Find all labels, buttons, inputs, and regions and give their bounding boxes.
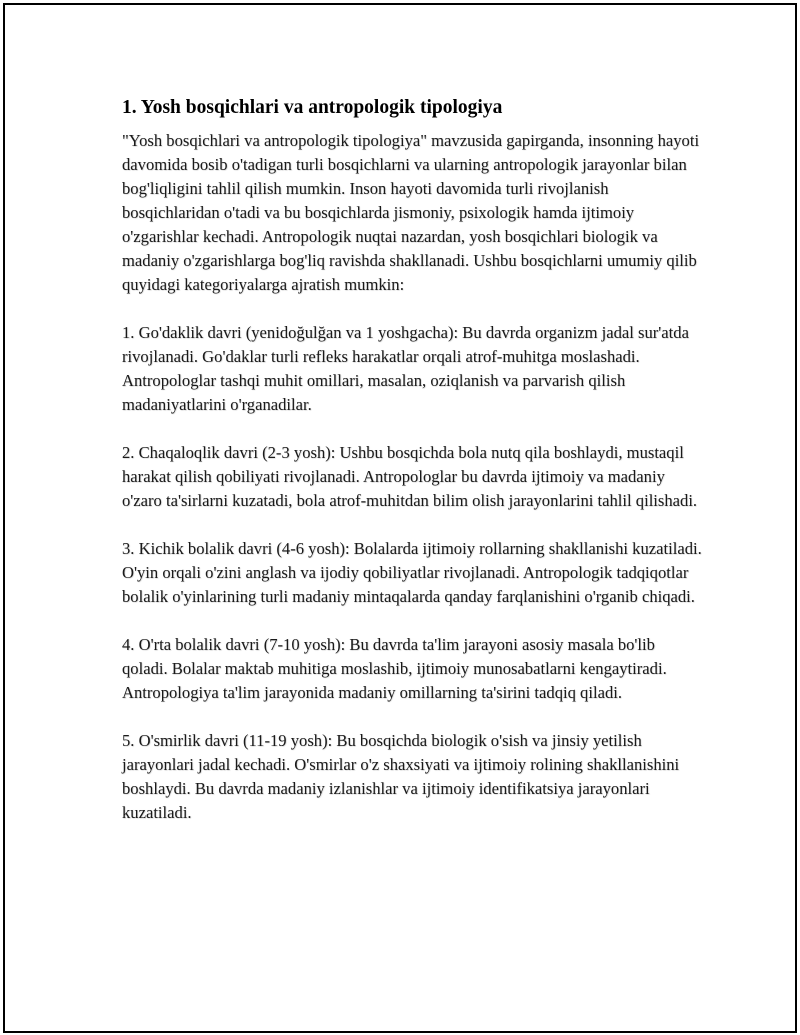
paragraph-intro: "Yosh bosqichlari va antropologik tipologiya" mavzusida gapirganda, insonning hayoti davomida bosib o'tadigan turli bosqichlarni va ularning antropologik jarayonlar bilan bog'liqligini tahlil qilish mumkin. Inson hayoti davomida turli rivojlanish bosqichlaridan o'tadi va bu bosqichlarda jismoniy, psixologik hamda ijtimoiy o'zgarishlar kechadi. Antropologik nuqtai nazardan, yosh bosqichlari biologik va madaniy o'zgarishlarga bog'liq ravishda shakllanadi. Ushbu bosqichlarni umumiy qilib quyidagi kategoriyalarga ajratish mumkin: (122, 131, 700, 294)
page-frame (3, 3, 797, 1033)
paragraph-infancy: 1. Go'daklik davri (yenidoğulğan va 1 yoshgacha): Bu davrda organizm jadal sur'atda rivojlanadi. Go'daklar turli refleks harakatlar orqali atrof-muhitga moslashadi. Antropologlar tashqi muhit omillari, masalan, oziqlanish va parvarish qilish madaniyatlarini o'rganadilar. (122, 323, 689, 414)
document-body (122, 95, 702, 849)
paragraph-adolescence: 5. O'smirlik davri (11-19 yosh): Bu bosqichda biologik o'sish va jinsiy yetilish jarayonlari jadal kechadi. O'smirlar o'z shaxsiyati va ijtimoiy rolining shakllanishini boshlaydi. Bu davrda madaniy izlanishlar va ijtimoiy identifikatsiya jarayonlari kuzatiladi. (122, 731, 680, 822)
paragraph-toddlerhood: 2. Chaqaloqlik davri (2-3 yosh): Ushbu bosqichda bola nutq qila boshlaydi, mustaqil harakat qilish qobiliyati rivojlanadi. Antropologlar bu davrda ijtimoiy va madaniy o'zaro ta'sirlarni kuzatadi, bola atrof-muhitdan bilim olish jarayonlarini tahlil qilishadi. (122, 443, 698, 510)
paragraph-early-childhood: 3. Kichik bolalik davri (4-6 yosh): Bolalarda ijtimoiy rollarning shakllanishi kuzatiladi. O'yin orqali o'zini anglash va ijodiy qobiliyatlar rivojlanadi. Antropologik tadqiqotlar bolalik o'yinlarining turli madaniy mintaqalarda qanday farqlanishini o'rganib chiqadi. (122, 539, 702, 606)
paragraph-middle-childhood: 4. O'rta bolalik davri (7-10 yosh): Bu davrda ta'lim jarayoni asosiy masala bo'lib qoladi. Bolalar maktab muhitiga moslashib, ijtimoiy munosabatlarni kengaytiradi. Antropologiya ta'lim jarayonida madaniy omillarning ta'sirini tadqiq qiladi. (122, 635, 667, 702)
section-heading: 1. Yosh bosqichlari va antropologik tipologiya (122, 97, 503, 118)
